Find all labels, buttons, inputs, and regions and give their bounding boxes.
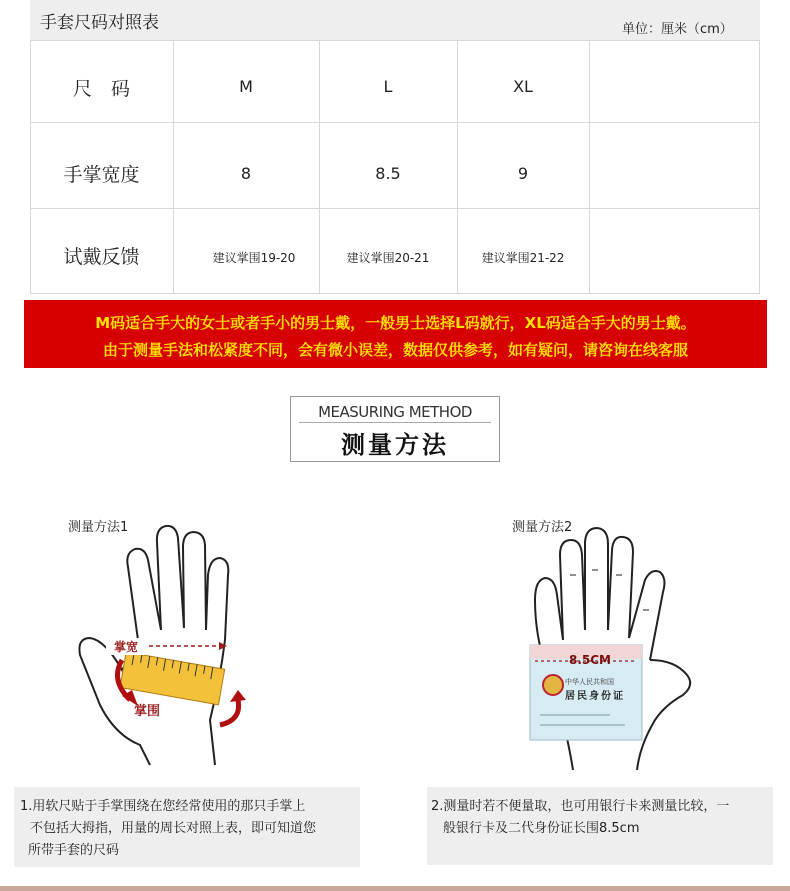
table-divider bbox=[30, 208, 760, 209]
method-1-label: 测量方法1 bbox=[68, 520, 129, 535]
feedback-l: 建议掌围20-21 bbox=[346, 251, 430, 265]
unit-label: 单位：厘米（cm） bbox=[622, 22, 733, 37]
palm-width-tag: 掌宽 bbox=[106, 638, 146, 655]
id-card-measure-illustration bbox=[515, 520, 715, 780]
size-m: M bbox=[239, 77, 253, 96]
size-l: L bbox=[383, 77, 393, 96]
note-1-line-1: 1.用软尺贴于手掌围绕在您经常使用的那只手掌上 bbox=[20, 799, 306, 814]
footer-divider bbox=[0, 886, 790, 891]
size-table-title: 手套尺码对照表 bbox=[40, 13, 159, 33]
note-box-2 bbox=[427, 787, 773, 865]
notice-line-2: 由于测量手法和松紧度不同，会有微小误差，数据仅供参考，如有疑问，请咨询在线客服 bbox=[102, 341, 688, 359]
note-1-line-2: 不包括大拇指，用量的周长对照上表，即可知道您 bbox=[30, 821, 317, 836]
palm-width-xl: 9 bbox=[517, 164, 529, 183]
palm-circumference-tag: 掌围 bbox=[134, 704, 161, 719]
measuring-method-title-cn: 测量方法 bbox=[341, 431, 449, 459]
feedback-xl: 建议掌围21-22 bbox=[481, 251, 565, 265]
feedback-m: 建议掌围19-20 bbox=[212, 251, 296, 265]
size-header-label: 尺 码 bbox=[72, 78, 130, 100]
id-card-country: 中华人民共和国 bbox=[565, 678, 614, 686]
note-2-line-2: 般银行卡及二代身份证长围8.5cm bbox=[443, 821, 640, 836]
size-xl: XL bbox=[513, 77, 533, 96]
method-2-label: 测量方法2 bbox=[512, 520, 573, 535]
table-divider bbox=[589, 40, 590, 294]
note-2-line-1: 2.测量时若不便量取，也可用银行卡来测量比较，一 bbox=[431, 799, 730, 814]
arrow-head-icon bbox=[230, 690, 246, 702]
table-divider bbox=[30, 122, 760, 123]
tape-measure bbox=[120, 652, 225, 705]
id-card-name: 居民身份证 bbox=[565, 691, 625, 702]
title-divider bbox=[299, 422, 491, 423]
measuring-method-title-box bbox=[290, 396, 500, 462]
measuring-method-title-en: MEASURING METHOD bbox=[318, 403, 472, 421]
palm-measure-illustration bbox=[60, 520, 290, 780]
feedback-label: 试戴反馈 bbox=[63, 246, 140, 268]
palm-width-m: 8 bbox=[240, 164, 252, 183]
palm-width-label: 手掌宽度 bbox=[63, 164, 140, 186]
emblem-icon bbox=[543, 675, 563, 695]
note-box-1 bbox=[14, 787, 360, 867]
notice-line-1: M码适合手大的女士或者手小的男士戴，一般男士选择L码就行，XL码适合手大的男士戴。 bbox=[95, 314, 696, 332]
curve-arrow-right bbox=[220, 700, 239, 725]
note-1-line-3: 所带手套的尺码 bbox=[28, 843, 120, 858]
palm-width-l: 8.5 bbox=[375, 164, 401, 183]
notice-banner bbox=[24, 300, 767, 368]
card-length-label: 8.5CM bbox=[568, 653, 611, 667]
